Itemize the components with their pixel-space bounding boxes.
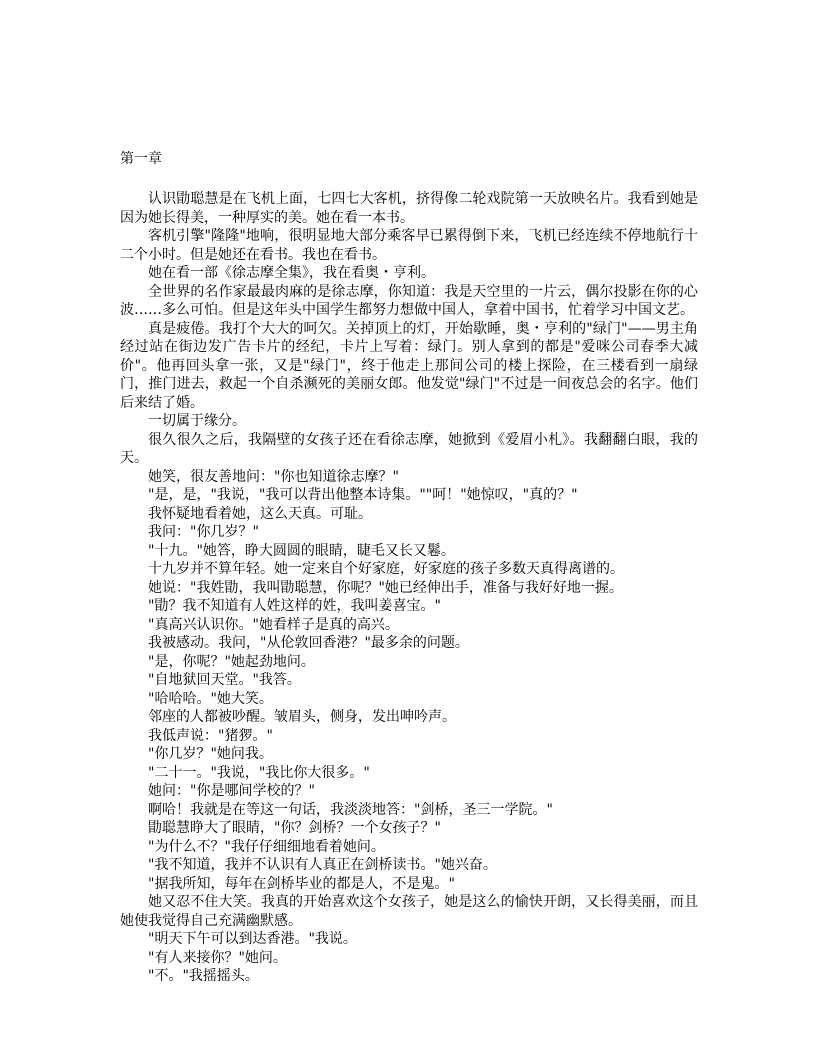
paragraph: "据我所知，每年在剑桥毕业的都是人，不是鬼。" <box>148 875 455 892</box>
paragraph: 我怀疑地看着她，这么天真。可耻。 <box>148 505 372 522</box>
paragraph: 我问："你几岁？" <box>148 524 259 540</box>
paragraph: 真是疲倦。我打个大大的呵欠。关掉顶上的灯，开始歇睡，奥・亨利的"绿门"——男主角经过站在街边发广告卡片的经纪，卡片上写着：绿门。别人拿到的都是"爱咪公司春季大减价"。他再回头拿一张，又是"绿门"，终于他走上那间公司的楼上探险，在三楼看到一扇绿门，推门进去，救起一个自杀濒死的美丽女郎。他发觉"绿门"不过是一间夜总会的名字。他们后来结了婚。 <box>120 320 698 411</box>
paragraph: 我低声说："猪猡。" <box>148 727 273 744</box>
paragraph: 她又忍不住大笑。我真的开始喜欢这个女孩子，她是这么的愉快开朗，又长得美丽，而且她使我觉得自己充满幽默感。 <box>120 894 698 929</box>
paragraph: 她笑，很友善地问："你也知道徐志摩？" <box>148 468 399 485</box>
paragraph: "勖？我不知道有人姓这样的姓，我叫姜喜宝。" <box>148 598 441 614</box>
paragraph: 啊哈！我就是在等这一句话，我淡淡地答："剑桥，圣三一学院。" <box>148 801 553 818</box>
paragraph: "我不知道，我并不认识有人真正在剑桥读书。"她兴奋。 <box>148 857 497 873</box>
chapter-body <box>120 190 698 986</box>
paragraph: 她说："我姓勖，我叫勖聪慧，你呢？"她已经伸出手，准备与我好好地一握。 <box>148 579 623 596</box>
paragraph: "是，你呢？"她起劲地问。 <box>148 653 315 670</box>
paragraph: 勖聪慧睁大了眼睛，"你？剑桥？一个女孩子？" <box>148 820 441 836</box>
chapter-title: 第一章 <box>120 151 162 167</box>
paragraph: 十九岁并不算年轻。她一定来自个好家庭，好家庭的孩子多数天真得离谱的。 <box>148 561 624 577</box>
paragraph: "你几岁？"她问我。 <box>148 746 273 762</box>
paragraph: "是，是，"我说，"我可以背出他整本诗集。""呵！"她惊叹，"真的？" <box>148 487 578 503</box>
paragraph: 她问："你是哪间学校的？" <box>148 783 315 799</box>
paragraph: 邻座的人都被吵醒。皱眉头，侧身，发出呻吟声。 <box>148 709 456 725</box>
paragraph: "二十一。"我说，"我比你大很多。" <box>148 764 370 781</box>
paragraph: 很久很久之后，我隔壁的女孩子还在看徐志摩，她掀到《爱眉小札》。我翻翻白眼，我的天。 <box>120 431 698 466</box>
paragraph: "有人来接你？"她问。 <box>148 949 287 966</box>
paragraph: 她在看一部《徐志摩全集》，我在看奥・亨利。 <box>148 265 435 281</box>
paragraph: 一切属于缘分。 <box>148 413 246 429</box>
paragraph: "真高兴认识你。"她看样子是真的高兴。 <box>148 616 399 633</box>
paragraph: "哈哈哈。"她大笑。 <box>148 690 273 707</box>
paragraph: "不。"我摇摇头。 <box>148 968 259 984</box>
paragraph: "自地狱回天堂。"我答。 <box>148 672 301 688</box>
paragraph: 全世界的名作家最最肉麻的是徐志摩，你知道：我是天空里的一片云，偶尔投影在你的心波……多么可怕。但是这年头中国学生都努力想做中国人，拿着中国书，忙着学习中国文艺。 <box>120 283 698 318</box>
paragraph: "为什么不？"我仔仔细细地看着她问。 <box>148 838 385 855</box>
paragraph: 认识勖聪慧是在飞机上面，七四七大客机，挤得像二轮戏院第一天放映名片。我看到她是因为她长得美，一种厚实的美。她在看一本书。 <box>120 191 698 226</box>
paragraph: 我被感动。我问，"从伦敦回香港？"最多余的问题。 <box>148 635 469 651</box>
paragraph: "十九。"她答，睁大圆圆的眼睛，睫毛又长又鬈。 <box>148 542 455 559</box>
paragraph: "明天下午可以到达香港。"我说。 <box>148 931 357 947</box>
paragraph: 客机引擎"隆隆"地响，很明显地大部分乘客早已累得倒下来，飞机已经连续不停地航行十二个小时。但是她还在看书。我也在看书。 <box>120 228 698 263</box>
